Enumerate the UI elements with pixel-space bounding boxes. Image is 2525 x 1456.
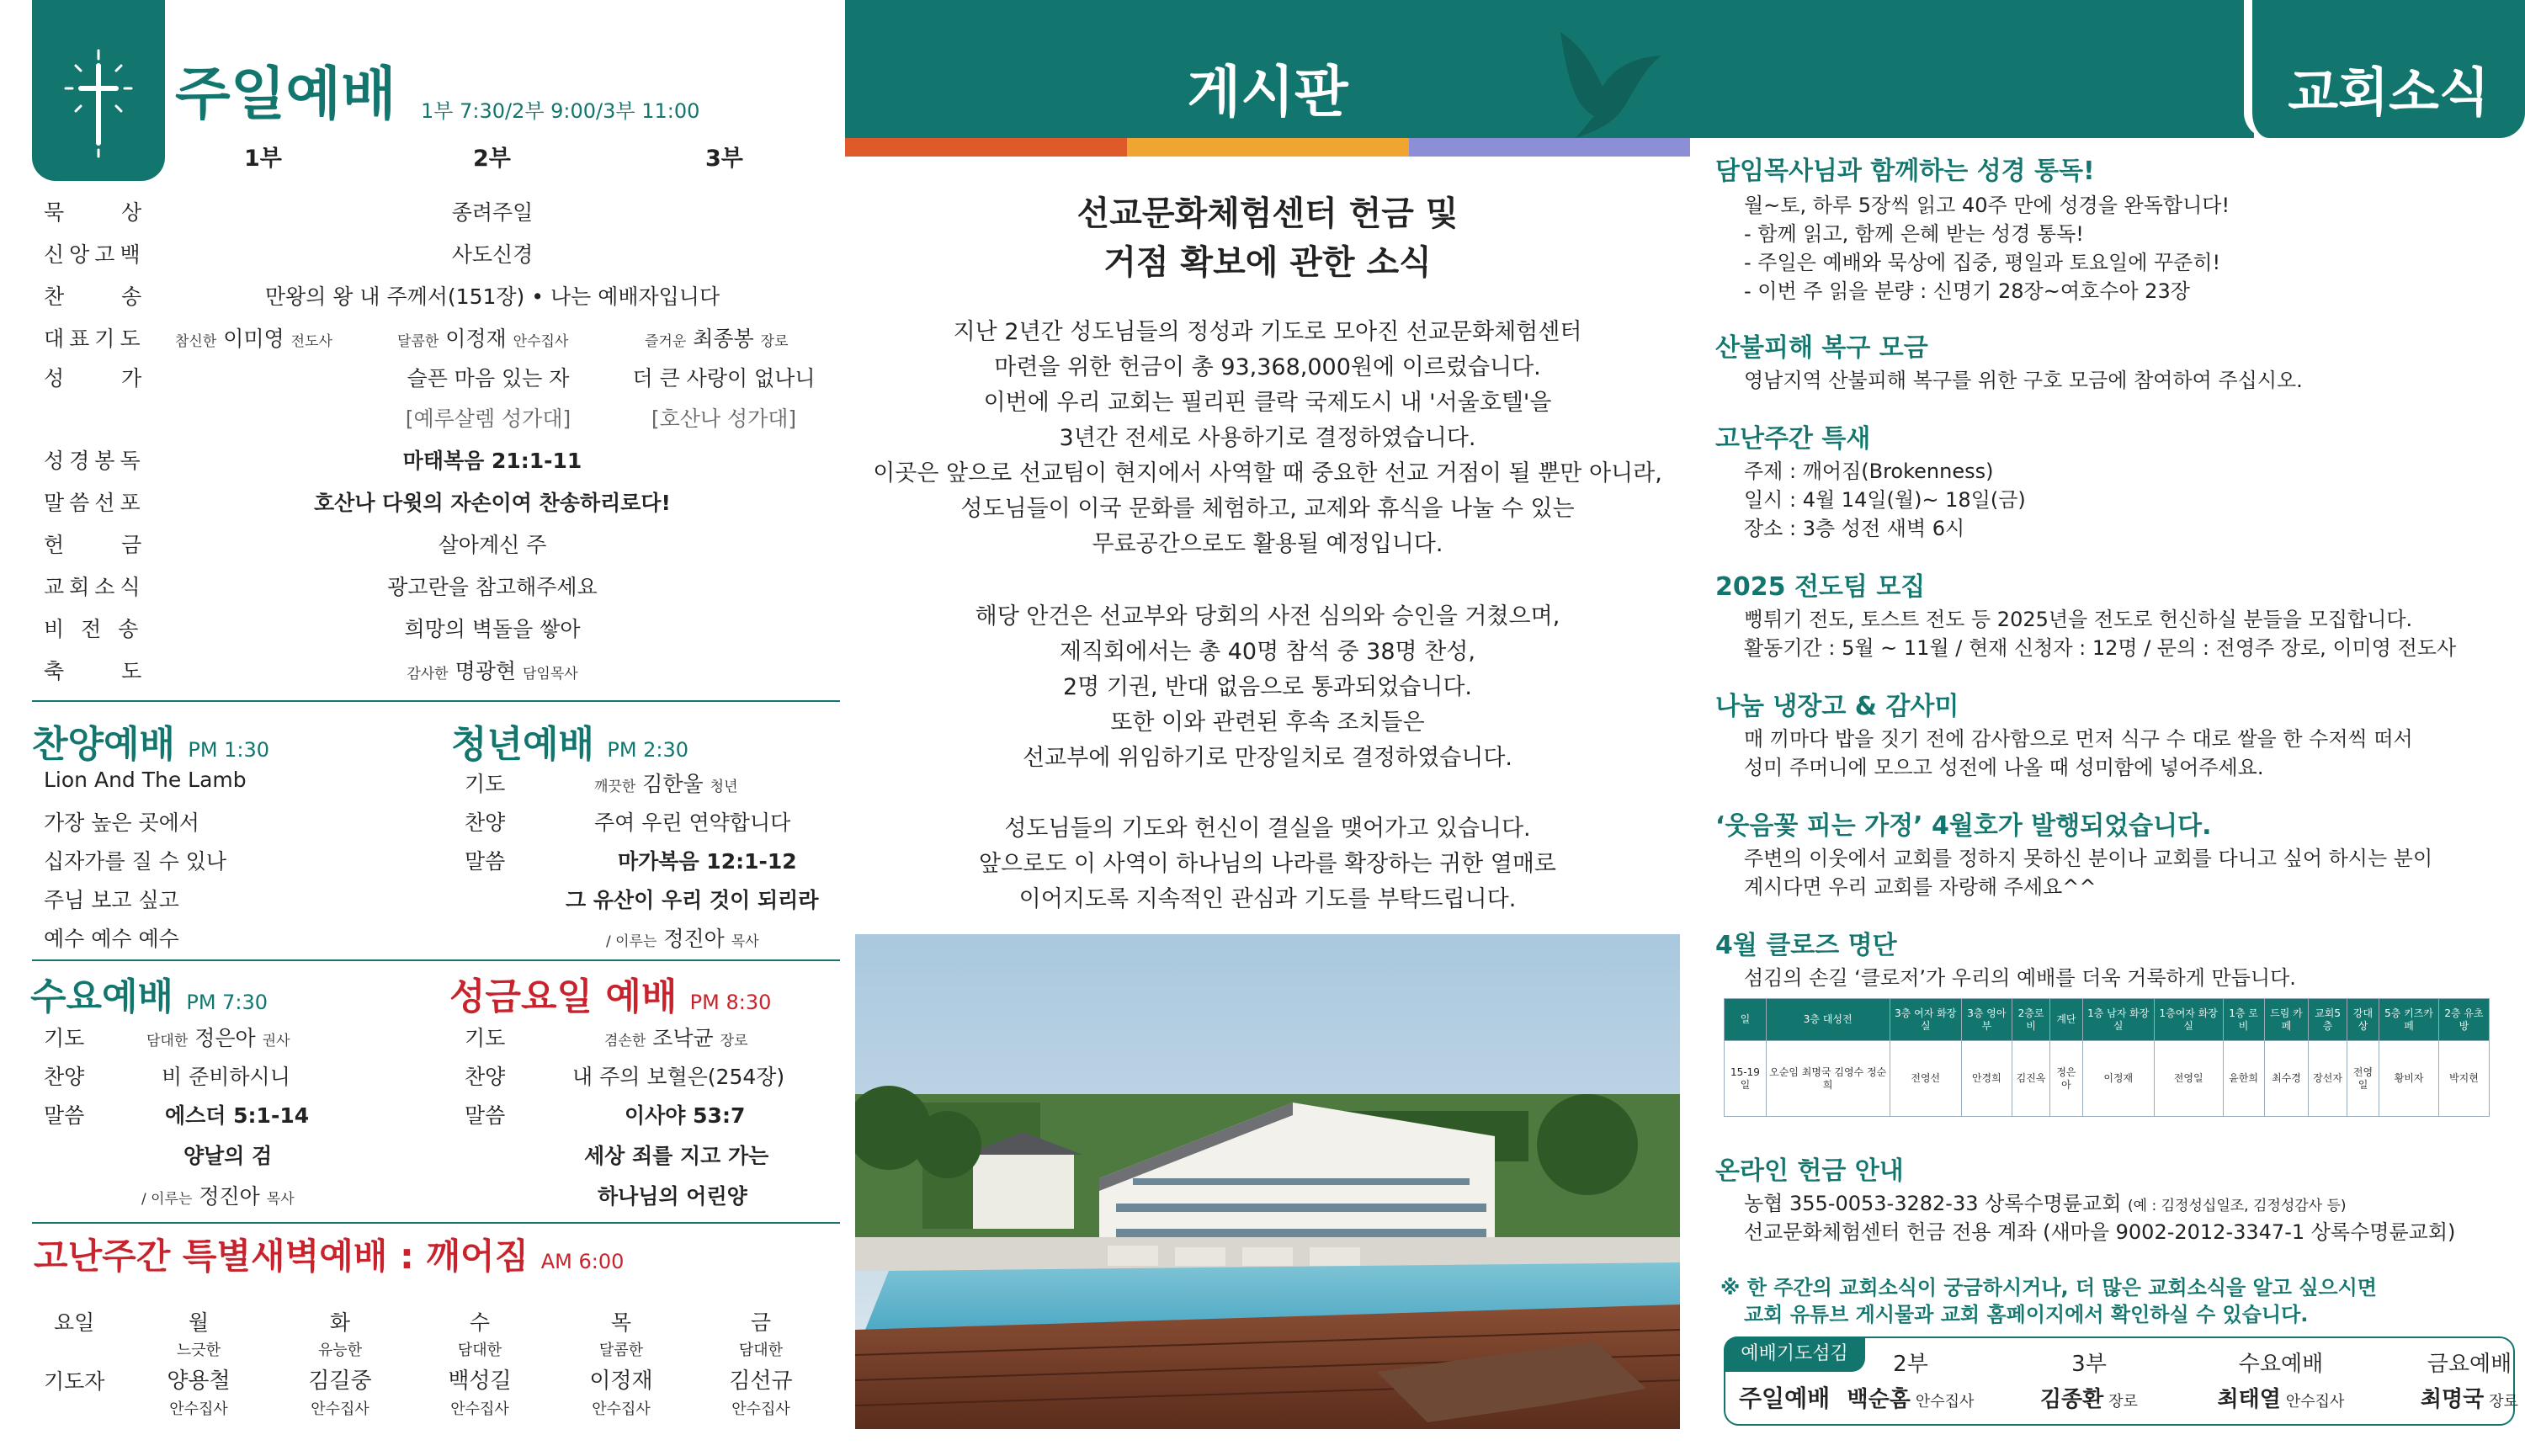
dawn-day-label: 요일: [54, 1310, 95, 1335]
divider: [32, 700, 840, 702]
dawn-prayer-name: 김길중: [308, 1368, 372, 1394]
closer-header-cell: 3층 영아부: [1961, 999, 2012, 1041]
wed-hymn: 비 준비하시니: [162, 1065, 290, 1089]
closer-header-cell: 1층여자 화장실: [2154, 999, 2223, 1041]
wed-word-title: 양날의 검: [183, 1144, 273, 1168]
prayer-duty-head: 3부: [2071, 1352, 2107, 1377]
board-line: 2명 기권, 반대 없음으로 통과되었습니다.: [1063, 674, 1472, 700]
closer-header-cell: 1층 남자 화장실: [2082, 999, 2154, 1041]
youth-prayer: 깨끗한 김한울 청년: [594, 772, 738, 796]
closer-cell: 정은아: [2050, 1041, 2082, 1117]
news-line: 매 끼마다 밥을 짓기 전에 감사함으로 먼저 식구 수 대로 쌀을 한 수저씩 떠서: [1744, 727, 2413, 751]
news-line: 활동기간 : 5월 ~ 11월 / 현재 신청자 : 12명 / 문의 : 전영주 장로, 이미영 전도사: [1744, 636, 2457, 660]
news-heading: 고난주간 특새: [1715, 424, 1871, 454]
gf-word-ref: 이사야 53:7: [625, 1103, 746, 1128]
offering-line: 농협 355-0053-3282-33 상록수명륜교회 (예 : 김정성십일조, 김정성감사 등): [1744, 1192, 2347, 1215]
news-line: 섬김의 손길 ‘클로저’가 우리의 예배를 더욱 거룩하게 만듭니다.: [1744, 966, 2296, 990]
youth-title: 청년예배 PM 2:30: [451, 723, 689, 766]
sunday-row-label: 찬 송: [44, 284, 142, 309]
choir-song-3: 더 큰 사랑이 없나니: [632, 366, 816, 391]
closer-cell: 전영일: [2154, 1041, 2223, 1117]
sunday-row-value: 살아계신 주: [438, 533, 547, 557]
choir-song-2: 슬픈 마음 있는 자: [407, 366, 570, 391]
prayer-duty-name: 최명국: [2420, 1387, 2485, 1412]
news-heading: 담임목사님과 함께하는 성경 통독!: [1715, 157, 2095, 186]
closer-header-cell: 3층 여자 화장실: [1890, 999, 1961, 1041]
news-line: 뻥튀기 전도, 토스트 전도 등 2025년을 전도로 헌신하실 분들을 모집합니다.: [1744, 608, 2413, 631]
board-line: 무료공간으로도 활용될 예정입니다.: [1092, 531, 1443, 557]
wed-word-label: 말씀: [44, 1103, 85, 1128]
dawn-prayer-title: 안수집사: [450, 1400, 509, 1418]
wed-prayer-label: 기도: [44, 1026, 85, 1050]
prayer-2: 달콤한 이정재 안수집사: [397, 327, 569, 351]
prayer-duty-title: 장로: [2108, 1393, 2139, 1411]
youth-prayer-label: 기도: [465, 772, 506, 796]
board-title: 게시판: [1187, 60, 1348, 125]
board-line: 선교부에 위임하기로 만장일치로 결정하였습니다.: [1022, 745, 1513, 771]
sunday-row-value: 마태복음 21:1-11: [402, 449, 582, 473]
praise-song: 주님 보고 싶고: [44, 888, 179, 912]
news-line: 주변의 이웃에서 교회를 정하지 못하신 분이나 교회를 다니고 싶어 하시는 분이: [1744, 847, 2433, 870]
offering-line: 선교문화체험센터 헌금 전용 계좌 (새마을 9002-2012-3347-1 상록수명륜교회): [1744, 1220, 2456, 1244]
board-headline: 선교문화체험센터 헌금 및: [1076, 194, 1459, 233]
board-line: 이곳은 앞으로 선교팀이 현지에서 사역할 때 중요한 선교 거점이 될 뿐만 아니라,: [873, 460, 1662, 486]
dawn-prayer-adjective: 담대한: [457, 1342, 502, 1359]
closer-table: [1724, 998, 2490, 1117]
prayer-1: 참신한 이미영 전도사: [175, 327, 332, 351]
youth-word-title: 그 유산이 우리 것이 되리라: [566, 888, 819, 912]
closer-header-cell: 2층로비: [2012, 999, 2049, 1041]
dawn-prayer-adjective: 달콤한: [598, 1342, 644, 1359]
news-line: - 함께 읽고, 함께 은혜 받는 성경 통독!: [1744, 222, 2084, 246]
sunday-col3: 3부: [705, 146, 743, 172]
sunday-row-label: 대표기도: [44, 327, 146, 351]
news-line: 계시다면 우리 교회를 자랑해 주세요^^: [1744, 875, 2097, 899]
gf-hymn-label: 찬양: [465, 1065, 506, 1089]
divider: [32, 959, 840, 961]
closer-cell: 15-19일: [1725, 1041, 1767, 1117]
dawn-prayer-title: 안수집사: [731, 1400, 790, 1418]
closer-cell: 안경희: [1961, 1041, 2012, 1117]
gf-prayer: 겸손한 조낙균 장로: [604, 1026, 748, 1050]
dawn-prayer-adjective: 유능한: [317, 1342, 363, 1359]
bulletin-board: [845, 0, 1690, 1456]
sunday-row-label: 말씀선포: [44, 491, 146, 515]
sunday-row-value: 희망의 벽돌을 쌓아: [404, 617, 581, 641]
closer-cell: 전영선: [1890, 1041, 1961, 1117]
news-line: 월~토, 하루 5장씩 읽고 40주 만에 성경을 완독합니다!: [1744, 194, 2230, 217]
notice: ※ 한 주간의 교회소식이 궁금하시거나, 더 많은 교회소식을 알고 싶으시면: [1720, 1276, 2377, 1299]
dawn-prayer-title: 안수집사: [311, 1400, 369, 1418]
dawn-prayer-adjective: 느긋한: [176, 1342, 221, 1359]
divider: [32, 1222, 840, 1224]
board-line: 이어지도록 지속적인 관심과 기도를 부탁드립니다.: [1018, 886, 1517, 912]
sunday-row-label: 성경봉독: [44, 449, 146, 473]
prayer-duty-person: [1996, 1382, 2182, 1413]
praise-song: 십자가를 질 수 있나: [44, 849, 227, 874]
wed-hymn-label: 찬양: [44, 1065, 85, 1089]
closer-header-cell: 계단: [2050, 999, 2082, 1041]
closer-cell: 오순임 최명국 김영수 정순희: [1766, 1041, 1890, 1117]
dawn-prayer-adjective: 담대한: [738, 1342, 784, 1359]
closer-header-cell: 교회5층: [2309, 999, 2347, 1041]
sunday-row-label: 비 전 송: [44, 617, 144, 641]
dawn-prayer-name: 양용철: [167, 1368, 231, 1394]
closer-header-cell: 2층 유초방: [2438, 999, 2489, 1041]
closer-cell: 김진옥: [2012, 1041, 2049, 1117]
prayer-duty-head: 2부: [1893, 1352, 1928, 1377]
closer-cell: 박지현: [2438, 1041, 2489, 1117]
youth-preacher: / 이루는 정진아 목사: [606, 927, 759, 951]
dawn-prayer-title: 안수집사: [592, 1400, 651, 1418]
closer-header-cell: 강대상: [2347, 999, 2379, 1041]
board-line: 또한 이와 관련된 후속 조치들은: [1110, 709, 1425, 736]
wed-word-ref: 에스더 5:1-14: [165, 1103, 310, 1128]
sunday-row-value: 광고란을 참고해주세요: [387, 575, 598, 599]
stripe: [1409, 138, 1690, 157]
news-heading: 4월 클로즈 명단: [1715, 931, 1897, 960]
sunday-row-value: 사도신경: [451, 242, 534, 267]
benediction: 감사한 명광현 담임목사: [407, 659, 578, 683]
gf-hymn: 내 주의 보혈은(254장): [572, 1065, 785, 1089]
prayer-duty-person: [2188, 1382, 2374, 1413]
news-heading: ‘웃음꽃 피는 가정’ 4월호가 발행되었습니다.: [1715, 811, 2212, 841]
dawn-title: 고난주간 특별새벽예배 : 깨어짐 AM 6:00: [34, 1235, 625, 1277]
praise-song: Lion And The Lamb: [44, 768, 247, 792]
choir-name-3: [호산나 성가대]: [651, 407, 797, 431]
board-line: 앞으로도 이 사역이 하나님의 나라를 확장하는 귀한 열매로: [978, 851, 1557, 877]
closer-header-row: [1725, 999, 2490, 1041]
closer-header-cell: 3층 대성전: [1766, 999, 1890, 1041]
board-line: 지난 2년간 성도님들의 정성과 기도로 모아진 선교문화체험센터: [953, 319, 1582, 345]
dawn-pray-label: 기도자: [44, 1369, 105, 1394]
hotel-photo: [855, 934, 1680, 1429]
news-title: 교회소식: [2288, 61, 2490, 123]
dawn-day: 목: [610, 1310, 632, 1335]
praise-title: 찬양예배 PM 1:30: [32, 723, 270, 766]
board-line: 3년간 전세로 사용하기로 결정하였습니다.: [1059, 425, 1476, 451]
closer-cell: 장선자: [2309, 1041, 2347, 1117]
prayer-duty-head: 수요예배: [2238, 1352, 2324, 1377]
choir-name-2: [예루살렘 성가대]: [405, 407, 571, 431]
sunday-row-value: 만왕의 왕 내 주께서(151장) • 나는 예배자입니다: [264, 284, 720, 309]
youth-hymn-label: 찬양: [465, 810, 506, 835]
news-line: 주제 : 깨어짐(Brokenness): [1744, 460, 1994, 483]
board-line: 성도님들이 이국 문화를 체험하고, 교제와 휴식을 나눌 수 있는: [960, 496, 1575, 522]
sunday-row-label: 성 가: [44, 366, 142, 391]
news-line: 장소 : 3층 성전 새벽 6시: [1744, 517, 1965, 540]
wed-preacher: / 이루는 정진아 목사: [141, 1184, 295, 1209]
news-heading: 온라인 헌금 안내: [1715, 1156, 1904, 1186]
prayer-3: 즐거운 최종봉 장로: [645, 327, 789, 351]
prayer-duty-name: 김종환: [2039, 1387, 2104, 1412]
church-news: [1690, 0, 2525, 1456]
closer-header-cell: 일: [1725, 999, 1767, 1041]
closer-cell: 이정재: [2082, 1041, 2154, 1117]
news-line: 성미 주머니에 모으고 성전에 나올 때 성미함에 넣어주세요.: [1744, 756, 2264, 779]
closer-header-cell: 드림 카페: [2264, 999, 2309, 1041]
praise-song: 예수 예수 예수: [44, 927, 179, 951]
board-line: 이번에 우리 교회는 필리핀 클락 국제도시 내 '서울호텔'을: [983, 390, 1552, 416]
sunday-row-label: 축 도: [44, 659, 142, 683]
sunday-times: 1부 7:30/2부 9:00/3부 11:00: [421, 99, 700, 123]
sunday-col1: 1부: [244, 146, 282, 172]
dawn-prayer-name: 김선규: [729, 1368, 793, 1394]
cross-icon: [32, 0, 165, 181]
prayer-duty-person: [2377, 1382, 2525, 1413]
prayer-duty-title: 안수집사: [2285, 1393, 2345, 1411]
notice: 교회 유튜브 게시물과 교회 홈페이지에서 확인하실 수 있습니다.: [1744, 1303, 2309, 1326]
stripe: [845, 138, 1127, 157]
closer-row: [1725, 1041, 2490, 1117]
sunday-row-label: 묵 상: [44, 200, 142, 225]
wednesday-title: 수요예배 PM 7:30: [30, 975, 268, 1018]
news-heading: 2025 전도팀 모집: [1715, 572, 1926, 602]
board-line: 제직회에서는 총 40명 참석 중 38명 찬성,: [1060, 639, 1475, 665]
dawn-prayer-name: 이정재: [589, 1368, 653, 1394]
board-line: 마련을 위한 헌금이 총 93,368,000원에 이르렀습니다.: [994, 354, 1541, 380]
dawn-day: 금: [750, 1310, 772, 1335]
left-column: [0, 0, 842, 1456]
closer-header-cell: 1층 로비: [2223, 999, 2264, 1041]
news-line: - 이번 주 읽을 분량 : 신명기 28장~여호수아 23장: [1744, 279, 2190, 303]
prayer-duty-label: 주일예배: [1739, 1384, 1831, 1412]
youth-word-ref: 마가복음 12:1-12: [618, 849, 797, 874]
gf-word-title: 하나님의 어린양: [598, 1184, 747, 1209]
news-line: - 주일은 예배와 묵상에 집중, 평일과 토요일에 꾸준히!: [1744, 251, 2221, 274]
gf-prayer-label: 기도: [465, 1026, 506, 1050]
closer-cell: 최수경: [2264, 1041, 2309, 1117]
sunday-row-value: 종려주일: [451, 200, 534, 225]
closer-header-cell: 5층 키즈카페: [2379, 999, 2439, 1041]
prayer-duty-person: [1818, 1382, 2003, 1413]
wed-prayer: 담대한 정은아 권사: [146, 1026, 290, 1050]
youth-word-label: 말씀: [465, 849, 506, 874]
stripe: [1127, 138, 1409, 157]
prayer-duty-name: 백순홈: [1847, 1387, 1911, 1412]
news-line: 일시 : 4월 14일(월)~ 18일(금): [1744, 488, 2026, 512]
board-line: 해당 안건은 선교부와 당회의 사전 심의와 승인을 거쳤으며,: [975, 603, 1560, 630]
prayer-duty-title: 장로: [2489, 1393, 2519, 1411]
gf-word-title: 세상 죄를 지고 가는: [584, 1144, 769, 1168]
board-headline: 거점 확보에 관한 소식: [1103, 243, 1432, 282]
dawn-day: 화: [329, 1310, 351, 1335]
closer-cell: 황비자: [2379, 1041, 2439, 1117]
prayer-duty-head: 금요예배: [2427, 1352, 2512, 1377]
prayer-duty-title: 안수집사: [1915, 1393, 1975, 1411]
sunday-title: 주일예배: [175, 61, 396, 128]
board-line: 성도님들의 기도와 헌신이 결실을 맺어가고 있습니다.: [1004, 816, 1531, 842]
sunday-row-label: 신앙고백: [44, 242, 146, 267]
closer-cell: 전영일: [2347, 1041, 2379, 1117]
news-header-bar: [1690, 0, 2254, 138]
sunday-row-label: 헌 금: [44, 533, 142, 557]
dawn-day: 월: [188, 1310, 210, 1335]
news-heading: 나눔 냉장고 & 감사미: [1715, 692, 1959, 721]
cross-badge: [32, 0, 165, 181]
sunday-row-label: 교회소식: [44, 575, 146, 599]
sermon-title: 호산나 다윗의 자손이여 찬송하리로다!: [314, 491, 671, 515]
prayer-duty-badge: 예배기도섬김: [1724, 1336, 1865, 1372]
praise-song: 가장 높은 곳에서: [44, 810, 199, 835]
closer-cell: 윤한희: [2223, 1041, 2264, 1117]
dawn-day: 수: [469, 1310, 491, 1335]
prayer-duty-name: 최태열: [2217, 1387, 2281, 1412]
dawn-prayer-title: 안수집사: [169, 1400, 228, 1418]
news-line: 영남지역 산불피해 복구를 위한 구호 모금에 참여하여 주십시오.: [1744, 369, 2303, 392]
gf-word-label: 말씀: [465, 1103, 506, 1128]
youth-hymn: 주여 우린 연약합니다: [594, 810, 791, 835]
sunday-col2: 2부: [473, 146, 511, 172]
good-friday-title: 성금요일 예배 PM 8:30: [449, 975, 772, 1018]
news-heading: 산불피해 복구 모금: [1715, 333, 1928, 363]
dawn-prayer-name: 백성길: [448, 1368, 512, 1394]
